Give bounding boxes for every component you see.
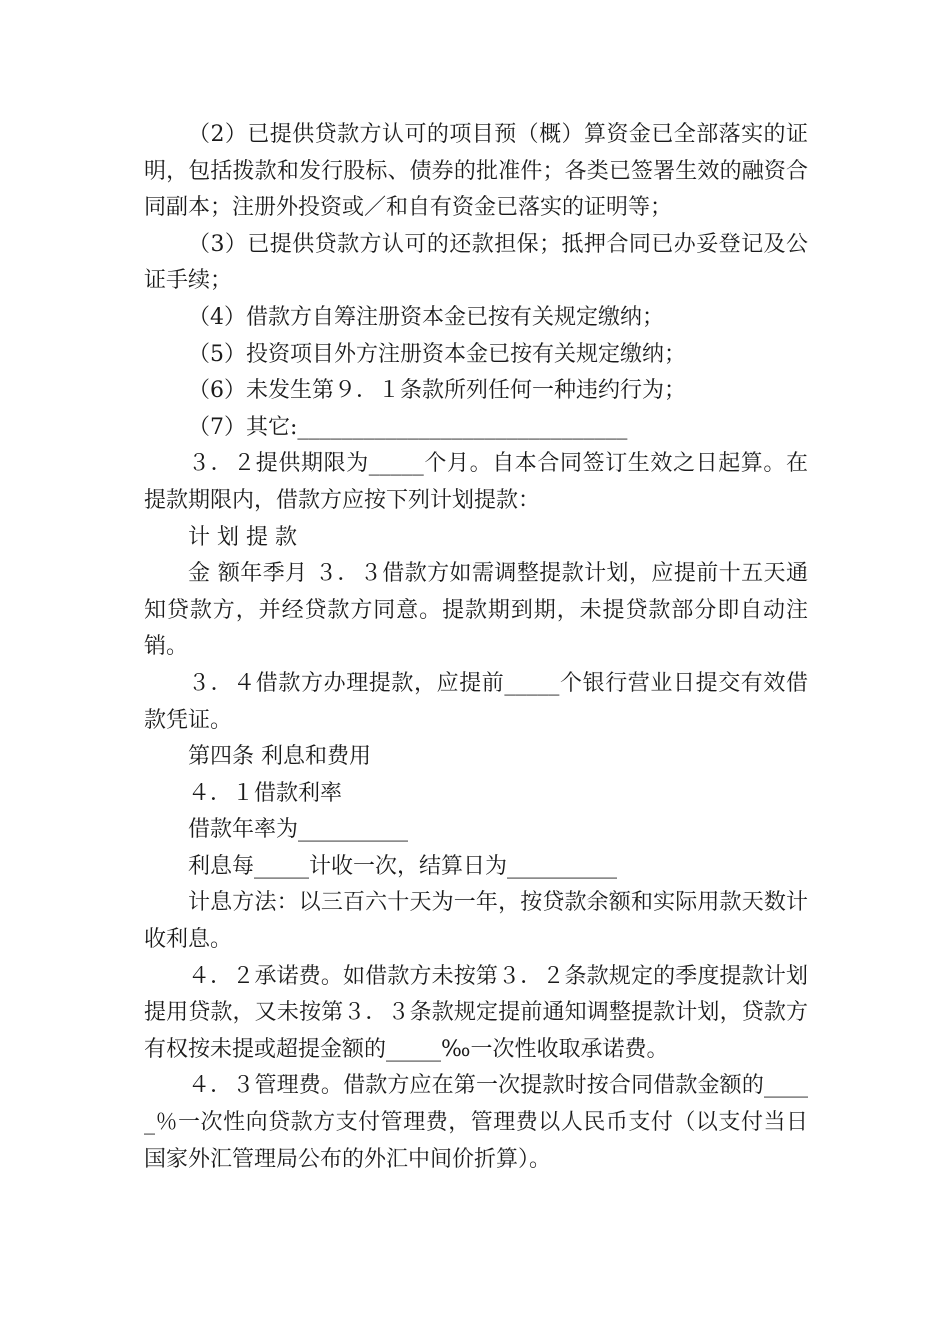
- paragraph-clause-4: （4）借款方自筹注册资本金已按有关规定缴纳；: [188, 304, 664, 330]
- paragraph-annual-rate: 借款年率为__________: [188, 817, 409, 843]
- paragraph-interest-schedule: 利息每_____计收一次，结算日为__________: [188, 853, 618, 879]
- paragraph-3-4: ３．４借款方办理提款，应提前_____个银行营业日提交有效借款凭证。: [144, 670, 808, 733]
- paragraph-3-2: ３．２提供期限为_____个月。自本合同签订生效之日起算。在提款期限内，借款方应按下列计划提款：: [144, 451, 808, 513]
- paragraph-plan-heading: 计 划 提 款: [188, 524, 297, 550]
- paragraph-clause-5: （5）投资项目外方注册资本金已按有关规定缴纳；: [188, 341, 686, 367]
- paragraph-4-1: ４．１借款利率: [188, 780, 343, 806]
- paragraph-interest-method: 计息方法：以三百六十天为一年，按贷款余额和实际用款天数计收利息。: [144, 890, 808, 953]
- paragraph-4-3: ４．３管理费。借款方应在第一次提款时按合同借款金额的_____％一次性向贷款方支付管理费，管理费以人民币支付（以支付当日国家外汇管理局公布的外汇中间价折算）。: [144, 1073, 808, 1172]
- paragraph-clause-7: （7）其它:______________________________: [188, 414, 628, 440]
- paragraph-4-2: ４．２承诺费。如借款方未按第３．２条款规定的季度提款计划提用贷款，又未按第３．３条款规定提前通知调整提款计划，贷款方有权按未提或超提金额的_____‰一次性收取承诺费。: [144, 963, 808, 1062]
- paragraph-3-3: 金 额年季月 ３．３借款方如需调整提款计划，应提前十五天通知贷款方，并经贷款方同意。提款期到期，未提贷款部分即自动注销。: [144, 561, 808, 660]
- document-body: [144, 117, 808, 1178]
- paragraph-clause-3: （3）已提供贷款方认可的还款担保；抵押合同已办妥登记及公证手续；: [144, 231, 808, 294]
- section-heading-article-4: 第四条 利息和费用: [188, 744, 371, 770]
- paragraph-clause-2: （2）已提供贷款方认可的项目预（概）算资金已全部落实的证明，包括拨款和发行股标、债券的批准件；各类已签署生效的融资合同副本；注册外投资或／和自有资金已落实的证明等；: [144, 122, 808, 221]
- paragraph-clause-6: （6）未发生第９．１条款所列任何一种违约行为；: [188, 378, 686, 404]
